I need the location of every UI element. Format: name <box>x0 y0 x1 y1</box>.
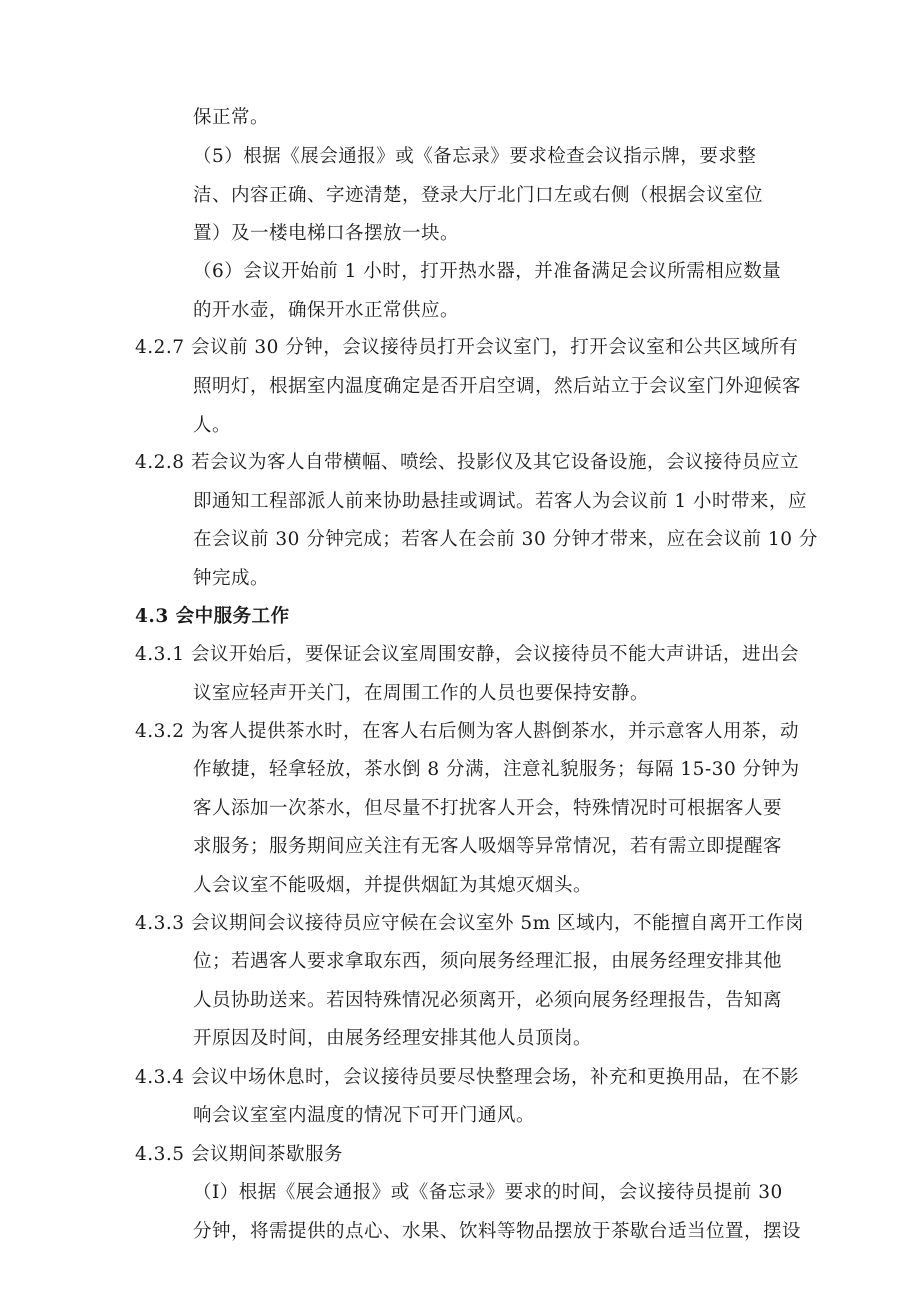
text-line: 4.2.7 会议前 30 分钟，会议接待员打开会议室门，打开会议室和公共区域所有 <box>135 337 799 358</box>
text-line: 客人添加一次茶水，但尽量不打扰客人开会，特殊情况时可根据客人要 <box>193 798 783 819</box>
text-line: 开原因及时间，由展务经理安排其他人员顶岗。 <box>193 1028 593 1049</box>
text-line: 位；若遇客人要求拿取东西，须向展务经理汇报，由展务经理安排其他 <box>193 951 783 972</box>
text-line: 作敏捷，轻拿轻放，茶水倒 8 分满，注意礼貌服务；每隔 15-30 分钟为 <box>193 759 800 780</box>
text-line: 分钟，将需提供的点心、水果、饮料等物品摆放于茶歇台适当位置，摆设 <box>193 1221 802 1242</box>
text-line: （I）根据《展会通报》或《备忘录》要求的时间，会议接待员提前 30 <box>193 1182 783 1203</box>
text-line: 4.3.1 会议开始后，要保证会议室周围安静，会议接待员不能大声讲话，进出会 <box>135 644 799 665</box>
text-line: 的开水壶，确保开水正常供应。 <box>193 300 460 321</box>
text-line: （5）根据《展会通报》或《备忘录》要求检查会议指示牌，要求整 <box>193 146 757 167</box>
text-line: 4.3.4 会议中场休息时，会议接待员要尽快整理会场，补充和更换用品，在不影 <box>135 1067 799 1088</box>
text-line: 人会议室不能吸烟，并提供烟缸为其熄灭烟头。 <box>193 875 593 896</box>
text-line: 4.2.8 若会议为客人自带横幅、喷绘、投影仪及其它设备设施，会议接待员应立 <box>135 452 799 473</box>
text-line: 置）及一楼电梯口各摆放一块。 <box>193 223 460 244</box>
section-heading: 4.3.5 会议期间茶歇服务 <box>135 1144 343 1165</box>
text-line: 钟完成。 <box>193 568 270 589</box>
text-line: 在会议前 30 分钟完成；若客人在会前 30 分钟才带来，应在会议前 10 分 <box>193 529 818 550</box>
text-line: 求服务；服务期间应关注有无客人吸烟等异常情况，若有需立即提醒客 <box>193 836 783 857</box>
text-line: 人员协助送来。若因特殊情况必须离开，必须向展务经理报告，告知离 <box>193 990 783 1011</box>
text-line: 照明灯，根据室内温度确定是否开启空调，然后站立于会议室门外迎候客 <box>193 376 802 397</box>
text-line: 保正常。 <box>193 107 270 128</box>
text-line: 议室应轻声开关门，在周围工作的人员也要保持安静。 <box>193 683 650 704</box>
text-line: 响会议室室内温度的情况下可开门通风。 <box>193 1105 536 1126</box>
text-line: 4.3.3 会议期间会议接待员应守候在会议室外 5m 区域内，不能擅自离开工作岗 <box>135 913 805 934</box>
text-line: 人。 <box>193 415 232 436</box>
text-line: 即通知工程部派人前来协助悬挂或调试。若客人为会议前 1 小时带来，应 <box>193 491 808 512</box>
text-line: 4.3.2 为客人提供茶水时，在客人右后侧为客人斟倒茶水，并示意客人用茶，动 <box>135 721 799 742</box>
text-line: 洁、内容正确、字迹清楚，登录大厅北门口左或右侧（根据会议室位 <box>193 185 764 206</box>
section-heading: 4.3 会中服务工作 <box>135 606 290 627</box>
text-line: （6）会议开始前 1 小时，打开热水器，并准备满足会议所需相应数量 <box>193 261 782 282</box>
